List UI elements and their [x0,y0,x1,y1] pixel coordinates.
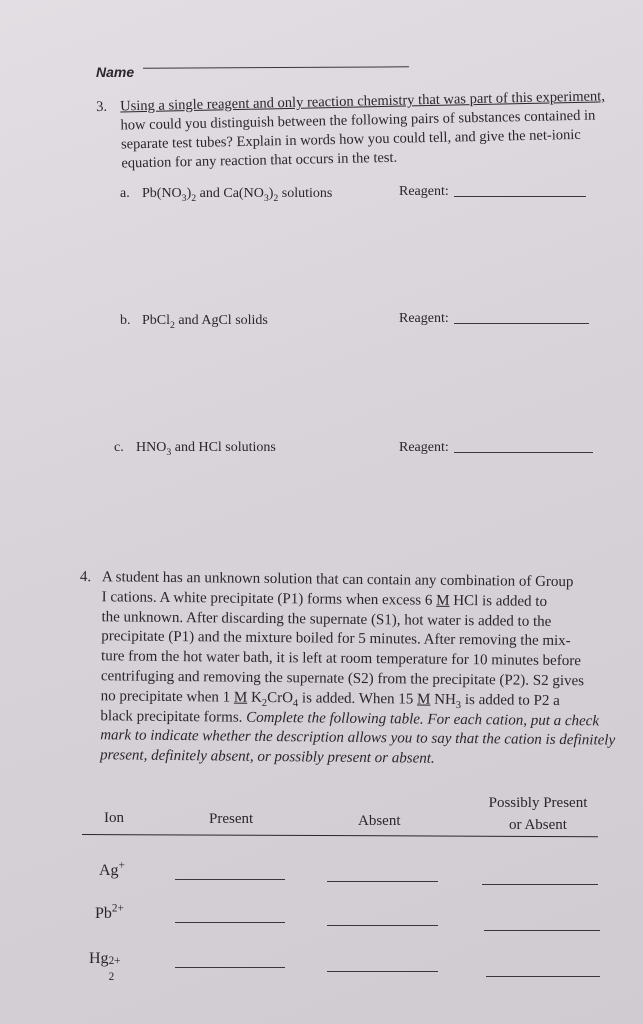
part-c-substances: $HNO_3$ and HCl solutions [136,440,276,458]
silver-present-line[interactable] [175,879,285,880]
question-4-line: precipitate (P1) and the mixture boiled for 5 minutes. After removing the mix- [101,628,571,650]
silver-absent-line[interactable] [327,881,438,882]
question-4-line: A student has an unknown solution that can contain any combination of Group [101,569,574,591]
ion-silver: Ag+ [99,859,125,879]
part-a-reagent-label: Reagent: [399,184,449,199]
part-c-prompt [114,440,276,456]
column-header-possibly: Possibly Present or Absent [488,795,588,833]
name-blank-line[interactable] [143,66,409,68]
lead-possibly-line[interactable] [484,930,600,931]
question-4-line: centrifuging and removing the supernate (S2) from the precipitate (P2). S2 gives [100,668,585,690]
question-3-line: Using a single reagent and only reaction chemistry that was part of this experiment, [120,88,606,115]
part-c-reagent-label: Reagent: [399,440,449,455]
column-header-present: Present [209,811,254,827]
question-3-number: 3. [96,98,108,115]
question-4-line: the unknown. After discarding the supernate (S1), hot water is added to the [101,608,552,630]
part-b-reagent-line[interactable] [454,323,589,324]
part-letter: b. [120,313,131,328]
part-a-prompt [120,186,332,202]
question-3-text [120,87,606,173]
question-3-line: separate test tubes? Explain in words how you could tell, and give the net-ionic [120,126,581,153]
question-4-line: mark to indicate whether the description allows you to say that the cation is definitely [100,727,616,749]
part-a-reagent-line[interactable] [454,196,586,197]
question-4-line: present, definitely absent, or possibly present or absent. [99,747,435,767]
ion-lead: $Pb^{2+}$ [95,902,124,922]
part-letter: a. [120,186,130,201]
question-4-line: I cations. A white precipitate (P1) forms when excess 6 M HCl is added to [101,589,548,610]
column-header-absent: Absent [358,813,401,829]
question-4-text [100,568,617,771]
question-3-line: how could you distinguish between the following pairs of substances contained in [120,107,596,134]
column-header-ion: Ion [104,810,124,826]
ion-mercury: Hg 2+ 2 [89,950,121,983]
lead-present-line[interactable] [175,922,285,923]
mercury-possibly-line[interactable] [486,976,600,977]
part-letter: c. [114,440,124,455]
part-b-prompt [120,313,268,329]
question-4-number: 4. [79,568,92,586]
question-4-line: black precipitate forms. Complete the following table. For each cation, put a check [100,707,600,730]
question-4-line: no precipitate when 1 M $K_2CrO_4$ is added. When 15 M $NH_3$ is added to P2 a [100,688,560,711]
name-label: Name [96,64,135,80]
silver-possibly-line[interactable] [482,884,598,885]
mercury-absent-line[interactable] [327,971,438,972]
part-b-substances: PbCl$_2$ and AgCl solids [142,313,268,331]
part-b-reagent-label: Reagent: [399,311,449,326]
lead-absent-line[interactable] [327,925,438,926]
mercury-present-line[interactable] [175,967,285,968]
part-c-reagent-line[interactable] [454,452,593,453]
question-4-line: ture from the hot water bath, it is left at room temperature for 10 minutes before [100,648,581,670]
part-a-substances: $Pb(NO_3)_2$ and $Ca(NO_3)_2$ solutions [142,186,333,204]
question-3-line: equation for any reaction that occurs in the test. [121,149,398,172]
